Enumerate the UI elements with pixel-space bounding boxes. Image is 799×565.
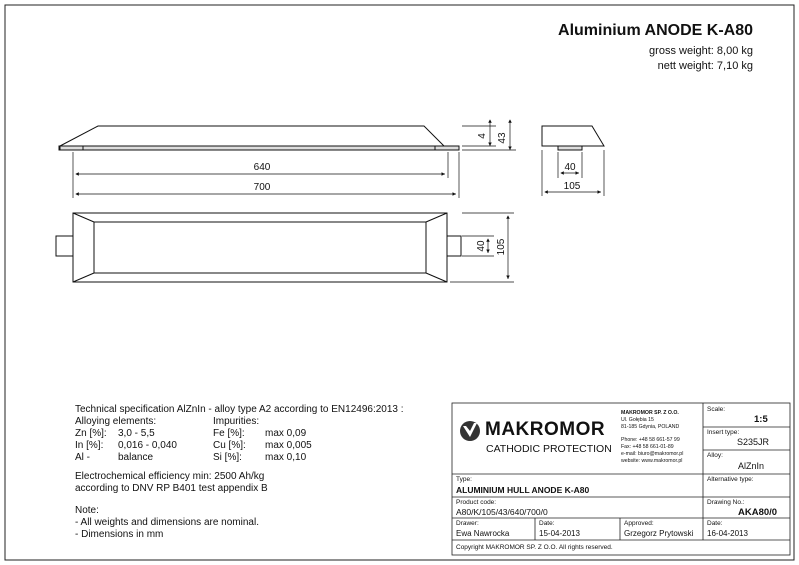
spec-element: Al -	[75, 452, 90, 463]
end-view	[542, 126, 604, 150]
company-website: website: www.makromor.pl	[621, 458, 683, 464]
drawing-no-label: Drawing No.:	[707, 499, 745, 506]
spec-impurity: Fe [%]:	[213, 428, 245, 439]
top-view	[56, 213, 461, 282]
type-label: Type:	[456, 476, 472, 483]
scale-label: Scale:	[707, 406, 726, 413]
spec-impurity: Cu [%]:	[213, 440, 246, 451]
side-view	[59, 126, 459, 150]
company-address-1: Ul. Gołębia 15	[621, 417, 654, 423]
copyright-notice: Copyright MAKROMOR SP. Z O.O. All rights reserved.	[456, 544, 613, 551]
drawer-label: Drawer:	[456, 520, 479, 527]
company-phone: Phone: +48 58 661-57 99	[621, 437, 680, 443]
alloy-value: AlZnIn	[738, 461, 765, 471]
scale-value: 1:5	[754, 414, 768, 425]
spec-element: Zn [%]:	[75, 428, 107, 439]
note-heading: Note:	[75, 505, 99, 516]
company-address-2: 81-185 Gdynia, POLAND	[621, 424, 680, 430]
spec-element: In [%]:	[75, 440, 104, 451]
approved-value: Grzegorz Prytowski	[624, 529, 694, 538]
efficiency-line-1: Electrochemical efficiency min: 2500 Ah/kg	[75, 471, 265, 482]
product-code-value: A80/K/105/43/640/700/0	[456, 507, 548, 517]
efficiency-line-2: according to DNV RP B401 test appendix B	[75, 483, 268, 494]
type-value: ALUMINIUM HULL ANODE K-A80	[456, 485, 590, 495]
spec-heading: Technical specification AlZnIn - alloy type A2 according to EN12496:2013 :	[75, 404, 404, 415]
note-line-2: - Dimensions in mm	[75, 529, 164, 540]
spec-range: 3,0 - 5,5	[118, 428, 155, 439]
insert-type-value: S235JR	[737, 437, 770, 447]
dim-700: 700	[253, 182, 271, 193]
date-1-value: 15-04-2013	[539, 529, 580, 538]
approved-label: Approved:	[624, 520, 654, 527]
dim-40: 40	[476, 240, 487, 252]
spec-range: 0,016 - 0,040	[118, 440, 177, 451]
drawing-no-value: AKA80/0	[738, 507, 778, 518]
dim-4: 4	[477, 133, 488, 139]
alloying-heading: Alloying elements:	[75, 416, 157, 427]
company-fax: Fax: +48 58 661-01-89	[621, 444, 674, 450]
note-line-1: - All weights and dimensions are nominal.	[75, 517, 259, 528]
company-name: MAKROMOR SP. Z O.O.	[621, 410, 679, 416]
spec-max: max 0,10	[265, 452, 307, 463]
nett-weight: nett weight: 7,10 kg	[657, 60, 753, 72]
dim-43: 43	[497, 132, 508, 144]
company-email: e-mail: biuro@makromor.pl	[621, 451, 684, 457]
dim-end-40: 40	[564, 162, 576, 173]
makromor-logo-icon	[460, 421, 480, 441]
spec-range: balance	[118, 452, 154, 463]
date-2-value: 16-04-2013	[707, 529, 748, 538]
logo-subtitle: CATHODIC PROTECTION	[486, 443, 612, 455]
date-1-label: Date:	[539, 520, 555, 527]
spec-impurity: Si [%]:	[213, 452, 242, 463]
logo-wordmark: MAKROMOR	[485, 419, 606, 440]
spec-max: max 0,09	[265, 428, 307, 439]
dim-end-105: 105	[563, 181, 581, 192]
page-title: Aluminium ANODE K-A80	[558, 22, 753, 39]
gross-weight: gross weight: 8,00 kg	[649, 45, 753, 57]
alternative-type-label: Alternative type:	[707, 476, 754, 483]
insert-type-label: Insert type:	[707, 429, 740, 436]
drawer-value: Ewa Nawrocka	[456, 529, 510, 538]
date-2-label: Date:	[707, 520, 723, 527]
dim-640: 640	[253, 162, 271, 173]
product-code-label: Product code:	[456, 499, 497, 506]
alloy-label: Alloy:	[707, 452, 723, 459]
dim-105: 105	[496, 238, 507, 256]
impurities-heading: Impurities:	[213, 416, 260, 427]
spec-max: max 0,005	[265, 440, 312, 451]
